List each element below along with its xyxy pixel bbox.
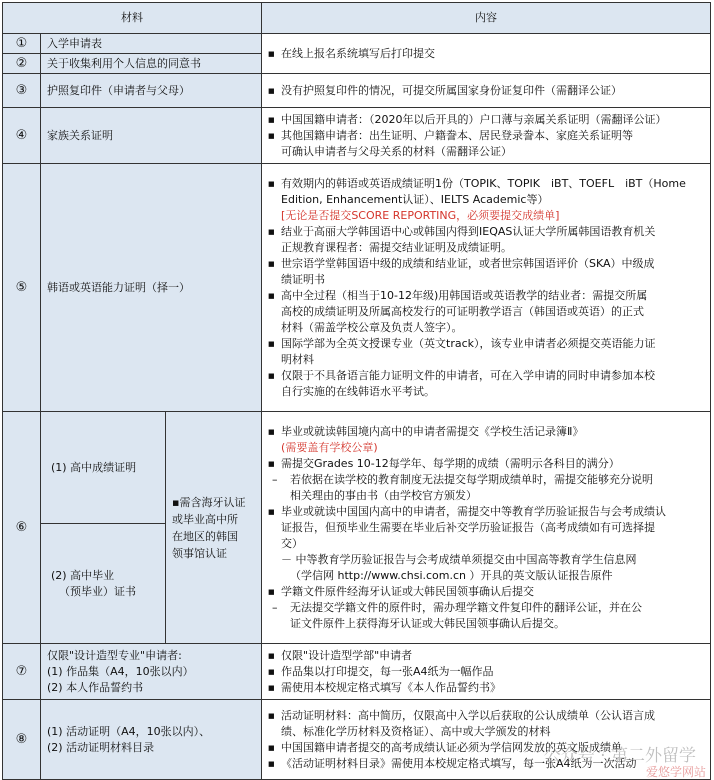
note-line: 领事馆认证 <box>172 546 227 560</box>
content-cell <box>262 164 711 412</box>
row-number: ① <box>3 34 41 54</box>
bullet-text: ■ 没有护照复印件的情况，可提交所属国家身份证复印件（需翻译公证） <box>268 83 706 99</box>
material-label: 家族关系证明 <box>41 108 262 164</box>
note-line: ▪需含海牙认证 <box>172 495 246 509</box>
bullet-text: ■ 《活动证明材料目录》需使用本校规定格式填写，每一张A4纸为一次活动 <box>268 756 706 772</box>
content-cell <box>262 34 711 74</box>
bullet-text: ■ 需提交Grades 10-12每学年、每学期的成绩（需明示各科目的满分） <box>268 456 706 472</box>
material-label <box>41 524 166 644</box>
material-line: (2) 本人作品誓约书 <box>47 680 144 694</box>
bullet-continuation: 证报告，但预毕业生需要在毕业后补交学历验证报告（高考成绩如有可选择提 <box>281 520 656 534</box>
material-label: 韩语或英语能力证明（择一） <box>41 164 262 412</box>
material-label <box>41 700 262 780</box>
bullet-text: ■ 仅限"设计造型学部"申请者 <box>268 648 706 664</box>
sub-label: (2) 高中毕业 <box>51 568 115 582</box>
watermark: 公众号 · 第二外留学 <box>543 746 696 766</box>
sub-label: （预毕业）证书 <box>59 584 136 598</box>
bullet-text: ■ 毕业或就读中国国内高中的申请者，需提交中等教育学历验证报告与会考成绩认 <box>268 504 706 520</box>
bullet-continuation: 交） <box>281 536 304 550</box>
bullet-continuation: 正规教育课程者：需提交结业证明及成绩证明。 <box>281 240 513 254</box>
header-row <box>3 3 711 34</box>
content-cell <box>262 700 711 780</box>
bullet-text: ■ 中国国籍申请者：（2020年以后开具的）户口薄与亲属关系证明（需翻译公证） <box>268 112 706 128</box>
bullet-continuation: 绩、标准化学历材料及资格证）、高中或大学颁发的材料 <box>281 724 551 738</box>
bullet-text: ■ 毕业或就读韩国境内高中的申请者需提交《学校生活记录簿Ⅱ》 <box>268 424 706 440</box>
table-row <box>3 700 711 780</box>
material-label: 关于收集利用个人信息的同意书 <box>41 54 262 74</box>
table-row <box>3 74 711 108</box>
table-row <box>3 644 711 700</box>
bullet-text: ■ 在线上报名系统填写后打印提交 <box>268 46 706 62</box>
dash-continuation: 相关理由的事由书（由学校官方颁发） <box>290 488 478 502</box>
bullet-continuation: 绩证明书 <box>281 272 326 286</box>
material-line: (2) 活动证明材料目录 <box>47 740 155 754</box>
header-content: 内容 <box>262 3 711 34</box>
red-note: (需要盖有学校公章) <box>281 440 378 454</box>
bullet-continuation: 材料（需盖学校公章及负责人签字）。 <box>281 320 463 334</box>
dash-text: – 无法提交学籍文件的原件时，需办理学籍文件复印件的翻译公证，并在公 <box>268 600 706 616</box>
bullet-continuation: 可确认申请者与父母关系的材料（需翻译公证） <box>281 144 513 158</box>
material-label: 护照复印件（申请者与父母） <box>41 74 262 108</box>
bullet-text: ■ 国际学部为全英文授课专业（英文track），该专业申请者必须提交英语能力证 <box>268 336 706 352</box>
table-row <box>3 164 711 412</box>
row-number: ⑧ <box>3 700 41 780</box>
requirements-table <box>2 2 711 780</box>
bullet-continuation: 高校的成绩证明及所属高校发行的可证明教学语言（韩国语或英语）的正式 <box>281 304 645 318</box>
dash-text: － 中等教育学历验证报告与会考成绩单须提交由中国高等教育学生信息网 <box>281 552 637 566</box>
red-note: [无论是否提交SCORE REPORTING，必须要提交成绩单] <box>281 208 560 222</box>
material-label: 入学申请表 <box>41 34 262 54</box>
dash-continuation: （学信网 http://www.chsi.com.cn ）开具的英文版认证报告原件 <box>290 568 613 582</box>
content-cell <box>262 108 711 164</box>
row-number: ③ <box>3 74 41 108</box>
bullet-text: ■ 世宗语学堂韩国语中级的成绩和结业证，或者世宗韩国语评价（SKA）中级成 <box>268 256 706 272</box>
table-row <box>3 412 711 524</box>
header-material: 材料 <box>3 3 262 34</box>
table-row <box>3 108 711 164</box>
material-line: (1) 活动证明（A4，10张以内）、 <box>47 724 211 738</box>
row-number: ④ <box>3 108 41 164</box>
dash-text: – 若依据在读学校的教育制度无法提交每学期成绩单时，需提交能够充分说明 <box>268 472 706 488</box>
bullet-continuation: 自行实施的在线韩语水平考试。 <box>281 384 436 398</box>
bullet-text: ■ 需使用本校规定格式填写《本人作品誓约书》 <box>268 680 706 696</box>
bullet-text: ■ 结业于高丽大学韩国语中心或韩国内得到IEQAS认证大学所属韩国语教育机关 <box>268 224 706 240</box>
content-cell <box>262 74 711 108</box>
content-cell <box>262 644 711 700</box>
material-label: (1) 高中成绩证明 <box>41 412 166 524</box>
watermark-sub: 爱悠学网站 <box>645 765 706 779</box>
bullet-text: ■ 学籍文件原件经海牙认证或大韩民国领事确认后提交 <box>268 584 706 600</box>
row-number: ⑤ <box>3 164 41 412</box>
bullet-text: ■ 活动证明材料：高中简历，仅限高中入学以后获取的公认成绩单（公认语言成 <box>268 708 706 724</box>
bullet-text: ■ 中国国籍申请者提交的高考成绩认证必须为学信网发放的英文版成绩单 <box>268 740 706 756</box>
certification-note <box>166 412 262 644</box>
bullet-text: ■ 高中全过程（相当于10-12年级)用韩国语或英语教学的结业者：需提交所属 <box>268 288 706 304</box>
dash-continuation: 证文件原件上获得海牙认证或大韩民国领事确认后提交。 <box>290 616 566 630</box>
bullet-continuation: Edition, Enhancement认证）、IELTS Academic等） <box>281 192 549 206</box>
table-row <box>3 34 711 54</box>
material-line: (1) 作品集（A4，10张以内） <box>47 664 194 678</box>
bullet-text: ■ 有效期内的韩语或英语成绩证明1份（TOPIK、TOPIK iBT、TOEFL iBT（Home <box>268 176 706 192</box>
content-cell <box>262 412 711 644</box>
bullet-text: ■ 其他国籍申请者：出生证明、户籍誊本、居民登录誊本、家庭关系证明等 <box>268 128 706 144</box>
bullet-text: ■ 仅限于不具备语言能力证明文件的申请者，可在入学申请的同时申请参加本校 <box>268 368 706 384</box>
note-line: 在地区的韩国 <box>172 529 238 543</box>
row-number: ⑦ <box>3 644 41 700</box>
material-label <box>41 644 262 700</box>
material-line: 仅限"设计造型专业"申请者: <box>47 648 182 662</box>
row-number: ② <box>3 54 41 74</box>
bullet-text: ■ 作品集以打印提交，每一张A4纸为一幅作品 <box>268 664 706 680</box>
bullet-continuation: 明材料 <box>281 352 315 366</box>
note-line: 或毕业高中所 <box>172 512 238 526</box>
row-number: ⑥ <box>3 412 41 644</box>
